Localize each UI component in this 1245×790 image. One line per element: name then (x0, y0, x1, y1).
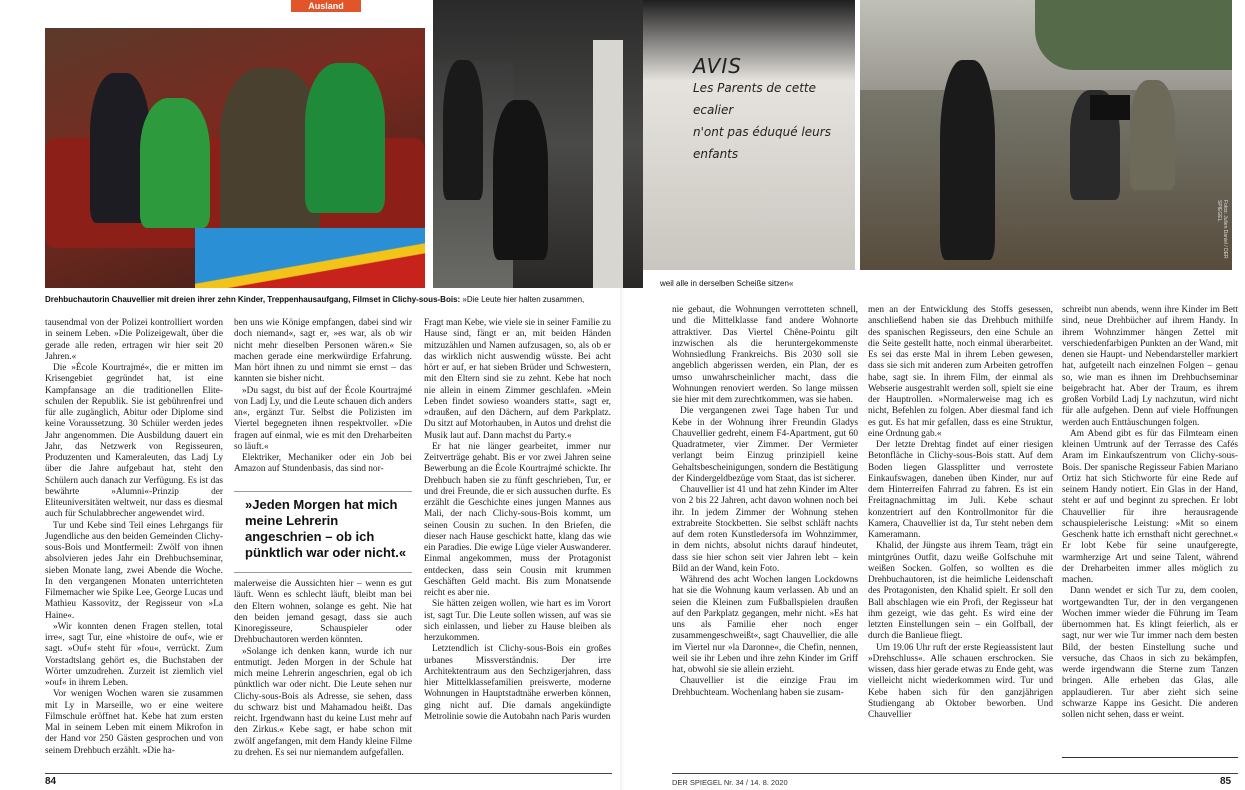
paragraph: Die vergangenen zwei Tage haben Tur und Kebe in der Wohnung ihrer Freundin Gladys Chauvellier gedreht, einem F4-Apartment, gut 60 Quadratmeter, vier Zimmer. Der Vermieter verlangt beim Einzug prinzipiell keine Gehaltsbescheinigungen, sondern die Bestätigung der Kindergeldbezüge vom Staat, das ist sicherer. (672, 406, 858, 484)
paragraph: Am Abend gibt es für das Filmteam einen kleinen Umtrunk auf der Terrasse des Cafés Aram im Einkaufszentrum von Clichy-sous-Bois. Der spanische Regisseur Fabien Mariano Ortiz hat sich Stichworte für eine Rede auf seinem Handy notiert. Ein Glas in der Hand, steht er auf und beginnt zu sprechen. Er lobt Chauvellier für ihre herausragende schauspielerische Leistung: »Mit so einem Geschenk hatte ich ernsthaft nicht gerechnet.« Er lobt Kebe für seine unaufgeregte, warmherzige Art und seine Talent, während der Dreharbeiten immer alles möglich zu machen. (1062, 428, 1238, 585)
article-column-6 (1062, 305, 1238, 755)
paragraph: Khalid, der Jüngste aus ihrem Team, trägt ein mintgrünes Outfit, dazu weiße Golfschuhe mit weißen Socken. Golfen, so wollten es die Drehbuchautoren, ist die heimliche Leidenschaft des Protagonisten, den Khalid spielt. Er soll den Ball abschlagen wie ein Profi, der Regisseur hat ihm gezeigt, wie das geht. Es wird eine der letzten Einstellungen sein – ein Golfball, der durch die Banlieue fliegt. (868, 541, 1053, 642)
graffiti-line-3: n'ont pas éduqué leurs enfants (693, 125, 831, 161)
tree-foliage (1035, 0, 1232, 70)
photo-caption-main (45, 294, 615, 305)
photo-credit: Fotos: Julien Daniel / DER SPIEGEL (1216, 200, 1228, 259)
paragraph: Sie hätten zeigen wollen, wie hart es im Vorort ist, sagt Tur. Die Leute sollen wissen, auf was sie sich einlassen, und lieber zu Hause bleiben als herzukommen. (424, 599, 611, 643)
paragraph: Der letzte Drehtag findet auf einer riesigen Betonfläche in Clichy-sous-Bois statt. Auf dem Boden liegen Glassplitter und verrostete Einkaufswagen, daneben üben Kinder, nur auf dem Hinterreifen Fahrrad zu fahren. Es ist ein Freitagnachmittag im Juli. Kebe schaut konzentriert auf den Kontrollmonitor für die Kamera, Chauvellier ist da, Tur steht neben dem Kameramann. (868, 440, 1053, 540)
paragraph: Die »École Kourtrajmé«, die er mitten im Krisengebiet gegründet hat, ist eine Kampfansage an die traditionellen Elite-schulen der Republik. Sie ist gebührenfrei und für alle zugänglich, Abitur oder Diplome sind keine Voraussetzung. 30 Schüler werden jedes Jahr angenommen. Die Ausbildung dauert ein Jahr, das Netzwerk von Regisseuren, Produzenten und Kameraleuten, das Ladj Ly über die Jahre aufgebaut hat, steht den Schülern auch danach zur Verfügung. Es ist das bewährte »Alumni«-Prinzip der Eliteuniversitäten weltweit, nur dass es diesmal auch für Schulabbrecher angewendet wird. (45, 363, 223, 520)
graffiti-line-1: AVIS (693, 54, 742, 78)
article-column-2-bottom (234, 579, 412, 771)
graffiti-text (693, 55, 843, 165)
magazine-issue: DER SPIEGEL Nr. 34 / 14. 8. 2020 (672, 778, 788, 787)
paragraph: »Solange ich denken kann, wurde ich nur entmutigt. Jeden Morgen in der Schule hat mich meine Lehrerin angeschrien, egal ob ich pünktlich war oder nicht. Die Leute sehen nur Clichy-sous-Bois als Adresse, sie sehen, dass du schwarz bist und Mahamadou heißt. Das reicht. Irgendwann hast du keine Lust mehr auf den Zirkus.« Kebe sagt, er habe schon mit zwölf angefangen, mit dem Handy kleine Filme zu drehen. Es sei nur niemandem aufgefallen. (234, 646, 412, 758)
person-actor-walking (940, 60, 995, 260)
paragraph: nie gebaut, die Wohnungen verrotteten schnell, und die Mittelklasse fand andere Wohnorte attraktiver. Das Viertel Chêne-Pointu gilt inzwischen als die heruntergekommenste Wohnsiedlung Frankreichs. Bis 2030 soll sie angeblich abgerissen werden, ein Plan, der es umso unwahrscheinlicher macht, dass die Wohnungen renoviert werden. So lange müssen sie hier mit dem zurechtkommen, was sie haben. (672, 305, 858, 405)
article-column-2-top (234, 318, 412, 498)
paragraph: Chauvellier ist die einzige Frau im Drehbuchteam. Wochenlang haben sie zusam- (672, 676, 858, 698)
paragraph: Dann wendet er sich Tur zu, dem coolen, wortgewandten Tur, der in den vergangenen Wochen immer wieder die Führung im Team übernommen hat. Es klingt feierlich, als er sagt, nur wer wie Tur immer nach dem besten Bild, der besten Einstellung suche und versuche, das Chaos in sich zu bekämpfen, werde irgendwann die Sterne zum Tanzen bringen. Alle erheben das Glas, alle applaudieren. Tur aber zieht sich seine schwarze Kappe ins Gesicht. Die anderen sollen nicht sehen, dass er weint. (1062, 586, 1238, 720)
article-column-4 (672, 305, 858, 765)
article-column-5 (868, 305, 1053, 765)
footer-rule-right (672, 773, 1238, 774)
paragraph: tausendmal von der Polizei kontrolliert worden in seinem Leben. »Die Polizeigewalt, über die gerade alle reden, ertragen wir hier seit 20 Jahren.« (45, 318, 223, 362)
article-column-1 (45, 318, 223, 770)
person-stairs (443, 60, 483, 200)
paragraph: Fragt man Kebe, wie viele sie in seiner Familie zu Hause sind, fängt er an, mit beiden Händen mitzuzählen und Namen aufzusagen, so, als ob er das wirklich nicht auswendig wüsste. Bei acht hört er auf, er hat sieben Brüder und Schwestern, mit den Eltern sind sie zu zehnt. Kebe hat noch nie allein in einem Zimmer geschlafen. »Mein Leben findet sowieso woanders statt«, sagt er, »draußen, auf den Dächern, auf dem Parkplatz. Du sitzt auf Motorhauben, in Autos und drehst die Musik laut auf. Dann machst du Party.« (424, 318, 611, 441)
paragraph: Um 19.06 Uhr ruft der erste Regieassistent laut »Drehschluss«. Alle schauen erschrocken. Sie wissen, dass hier gerade etwas zu Ende geht, was vielleicht nicht wiederkommen wird. Tur und Kebe haben sich für den ganzjährigen Studiengang ab Oktober beworben. Und Chauvellier (868, 642, 1053, 720)
photo-graffiti-wall (643, 0, 855, 270)
paragraph: Letztendlich ist Clichy-sous-Bois ein großes urbanes Missverständnis. Der irre Architektentraum aus den Sechzigerjahren, dass hier Mittelklassefamilien preiswerte, moderne Wohnungen in Hauptstadtnähe erwerben können, ging nicht auf. Die damals angekündigte Metrolinie sowie die Autobahn nach Paris wurden (424, 644, 611, 722)
paragraph: men an der Entwicklung des Stoffs gesessen, anschließend haben sie das Drehbuch mithilfe des spanischen Regisseurs, den eine Schule an die Seite gestellt hatte, noch einmal überarbeitet. Es sei das erste Mal in ihrem Leben gewesen, dass sie sich mit anderen zum Arbeiten getroffen habe, sagt sie. In ihrem Film, der einmal als Webserie ausgestrahlt werden soll, spielt sie eine der Hauptrollen. »Normalerweise mag ich es nicht, Befehlen zu folgen. Aber diesmal fand ich es gut. Es hat mir gefallen, dass es eine Struktur, eine Ordnung gab.« (868, 305, 1053, 439)
photo-family-sofa (45, 28, 425, 288)
article-end-rule (1062, 757, 1238, 758)
paragraph: malerweise die Aussichten hier – wenn es gut läuft. Wenn es schlecht läuft, bleibt man bei den Eltern wohnen, solange es geht. Nie hat den beiden jemand gesagt, dass sie auch Kinoregisseure, Schauspieler oder Drehbuchautoren werden könnten. (234, 579, 412, 646)
paragraph: »Wir konnten denen Fragen stellen, total irre«, sagt Tur, eine »histoire de ouf«, wie er sagt. »Ouf« steht für »fou«, verrückt. Zum Vorstadtslang gehört es, die Buchstaben der Wörter umzudrehen. Zurzeit ist ziemlich viel »ouf« in ihrem Leben. (45, 621, 223, 688)
photo-stairwell (433, 0, 643, 288)
footer-rule-left (45, 773, 612, 774)
person-child-green (140, 98, 210, 228)
paragraph: Er hat nie länger gearbeitet, immer nur Zeitverträge gehabt. Bis er vor zwei Jahren seine Bewerbung an die École Kourtrajmé schickte. Ihr Drehbuch haben sie zu fünft geschrieben, Tur, er und drei Freunde, die er sich aussuchen durfte. Es erzählt die Geschichte eines jungen Mannes aus Mali, der nach Clichy-sous-Bois kommt, um seinen Cousin zu suchen. In den Briefen, die dieser nach Hause geschickt hatte, klang das wie ein Paradies. Die ewige Lüge vieler Auswanderer. Einmal angekommen, muss der Protagonist entdecken, dass sein Cousin mit krummen Geschäften Geld macht. Bis zum Monatsende reicht es aber nie. (424, 441, 611, 598)
caption-quote: »Die Leute hier halten zusammen, (462, 295, 585, 304)
graffiti-line-2: Les Parents de cette ecalier (693, 81, 817, 117)
page-number-left: 84 (45, 776, 57, 787)
article-column-3 (424, 318, 611, 770)
pull-quote-rule-bottom (234, 572, 412, 573)
paragraph: Chauvellier ist 41 und hat zehn Kinder im Alter von 2 bis 22 Jahren, acht davon wohnen noch bei ihr. In jedem Zimmer der Wohnung stehen extrabreite Stockbetten. Sie selbst schläft nachts auf dem roten Kunstledersofa im Wohnzimmer, in dem nichts, absolut nichts darauf hindeutet, dass sie hier schon seit vier Jahren lebt – kein Bild an der Wand, kein Foto. (672, 485, 858, 574)
paragraph: »Du sagst, du bist auf der École Kourtrajmé von Ladj Ly, und die Leute schauen dich anders an«, ergänzt Tur. Selbst die Polizisten im Viertel begegneten ihnen respektvoller. »Die fragen auf einmal, wie es mit den Dreharbeiten so läuft.« (234, 385, 412, 452)
person-back (493, 100, 548, 260)
page-number-right: 85 (1220, 776, 1232, 787)
person-crew (1130, 80, 1175, 190)
photo-film-set (860, 0, 1232, 270)
paragraph: Elektriker, Mechaniker oder ein Job bei Amazon auf Stundenbasis, das sind nor- (234, 453, 412, 475)
paragraph: Vor wenigen Wochen waren sie zusammen mit Ly in Marseille, wo er eine weitere Filmschule eröffnet hat. Kebe hat zum ersten Mal in seinem Leben mit einem Mikrofon in der Hand vor 250 Gästen gesprochen und von seinem Drehbuch erzählt. »Die ha- (45, 689, 223, 756)
concrete-pillar (593, 40, 623, 288)
pull-quote-rule-top (234, 491, 412, 492)
ressort-label: Ausland (291, 0, 361, 12)
camera-rig (1090, 95, 1130, 120)
pull-quote: »Jeden Morgen hat mich meine Lehrerin angeschrien – ob ich pünktlich war oder nicht.« (245, 497, 407, 560)
paragraph: ben uns wie Könige empfangen, dabei sind wir doch niemand«, sagt er, »es war, als ob wir nicht mehr dieselben Personen wären.« Sie machen gerade eine merkwürdige Erfahrung. Man hört ihnen zu und nimmt sie ernst – das kannten sie bisher nicht. (234, 318, 412, 385)
flag-drc (195, 228, 425, 288)
caption-bold: Drehbuchautorin Chauvellier mit dreien ihrer zehn Kinder, Treppenhausaufgang, Filmset in Clichy-sous-Bois: (45, 295, 461, 304)
person-boy-right (305, 63, 385, 213)
paragraph: schreibt nun abends, wenn ihre Kinder im Bett sind, neue Drehbücher auf ihrem Handy. In ihrem Wohnzimmer hängen Zettel mit verschiedenfarbigen Punkten an der Wand, mit denen sie Haupt- und Nebendarsteller markiert hat, aufgeteilt nach einzelnen Folgen – genau so, wie man es ihnen im Drehbuchseminar beigebracht hat. Aber der Traum, es ihrem großen Vorbild Ladj Ly nachzutun, wird nicht für alle aufgehen. Denn auf viele Hoffnungen werden auch Enttäuschungen folgen. (1062, 305, 1238, 428)
paragraph: Tur und Kebe sind Teil eines Lehrgangs für Jugendliche aus den beiden Gemeinden Clichy-sous-Bois und Montfermeil: Zwölf von ihnen absolvieren jedes Jahr ein Drehbuchseminar, sieben Monate lang, zwei Abende die Woche. In den vergangenen Monaten unterrichteten Filmemacher wie Spike Lee, George Lucas und Mathieu Kassovitz, der Regisseur von »La Haine«. (45, 520, 223, 621)
photo-caption-continued: weil alle in derselben Scheiße sitzen« (660, 279, 794, 288)
paragraph: Während des acht Wochen langen Lockdowns hat sie die Wohnung kaum verlassen. Ab und an seien die Kleinen zum Fußballspielen draußen auf den Parkplatz gegangen, mehr nicht. »Es hat uns als Familie eher noch enger zusammengeschweißt«, sagt Chauvellier, die alle im Viertel nur »la Daronne«, die Chefin, nennen, weil sie ihr Leben und ihre zehn Kinder im Griff hat, obwohl sie sie allein erzieht. (672, 575, 858, 675)
